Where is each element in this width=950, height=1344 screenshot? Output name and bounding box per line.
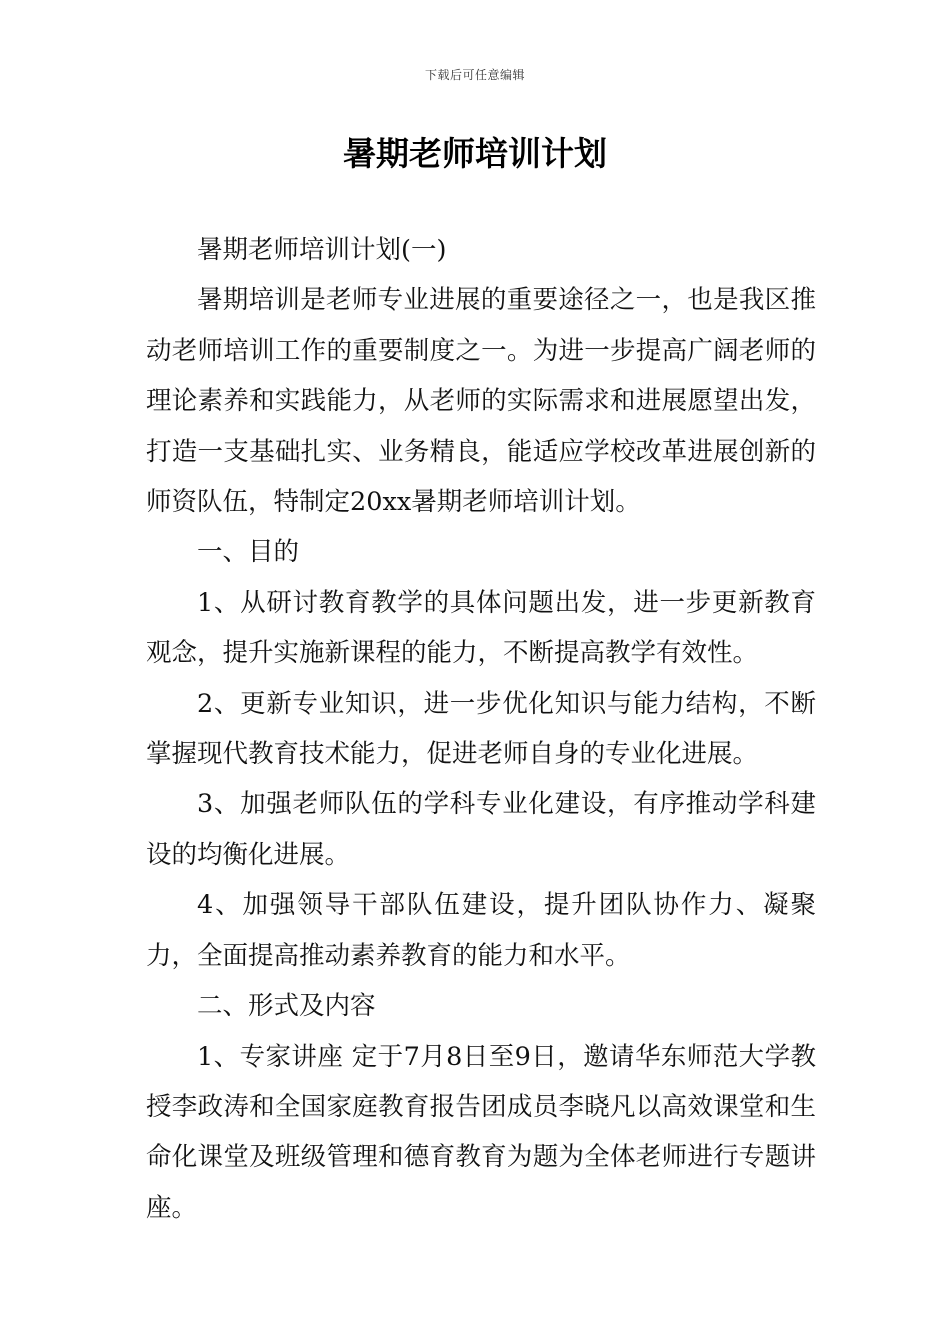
section-heading-purpose: 一、目的: [197, 537, 300, 568]
paragraph-purpose-2: 2、更新专业知识，进一步优化知识与能力结构，不断掌握现代教育技术能力，促进老师自身的专业化进展。: [146, 688, 816, 770]
paragraph-intro: 暑期培训是老师专业进展的重要途径之一，也是我区推动老师培训工作的重要制度之一。为进一步提高广阔老师的理论素养和实践能力，从老师的实际需求和进展愿望出发，打造一支基础扎实、业务精良，能适应学校改革进展创新的师资队伍，特制定20xx暑期老师培训计划。: [146, 285, 816, 518]
document-title: 暑期老师培训计划: [343, 134, 607, 173]
paragraph-subtitle: 暑期老师培训计划(一): [197, 235, 447, 265]
document-body: [146, 225, 816, 1233]
paragraph-purpose-4: 4、加强领导干部队伍建设，提升团队协作力、凝聚力，全面提高推动素养教育的能力和水平。: [146, 890, 816, 971]
section-heading-format: 二、形式及内容: [197, 991, 376, 1022]
paragraph-purpose-3: 3、加强老师队伍的学科专业化建设，有序推动学科建设的均衡化进展。: [146, 789, 816, 870]
paragraph-purpose-1: 1、从研讨教育教学的具体问题出发，进一步更新教育观念，提升实施新课程的能力，不断提高教学有效性。: [146, 587, 816, 669]
header-note: 下载后可任意编辑: [424, 68, 525, 82]
paragraph-format-1: 1、专家讲座 定于7月8日至9日，邀请华东师范大学教授李政涛和全国家庭教育报告团成员李晓凡以高效课堂和生命化课堂及班级管理和德育教育为题为全体老师进行专题讲座。: [146, 1041, 816, 1223]
